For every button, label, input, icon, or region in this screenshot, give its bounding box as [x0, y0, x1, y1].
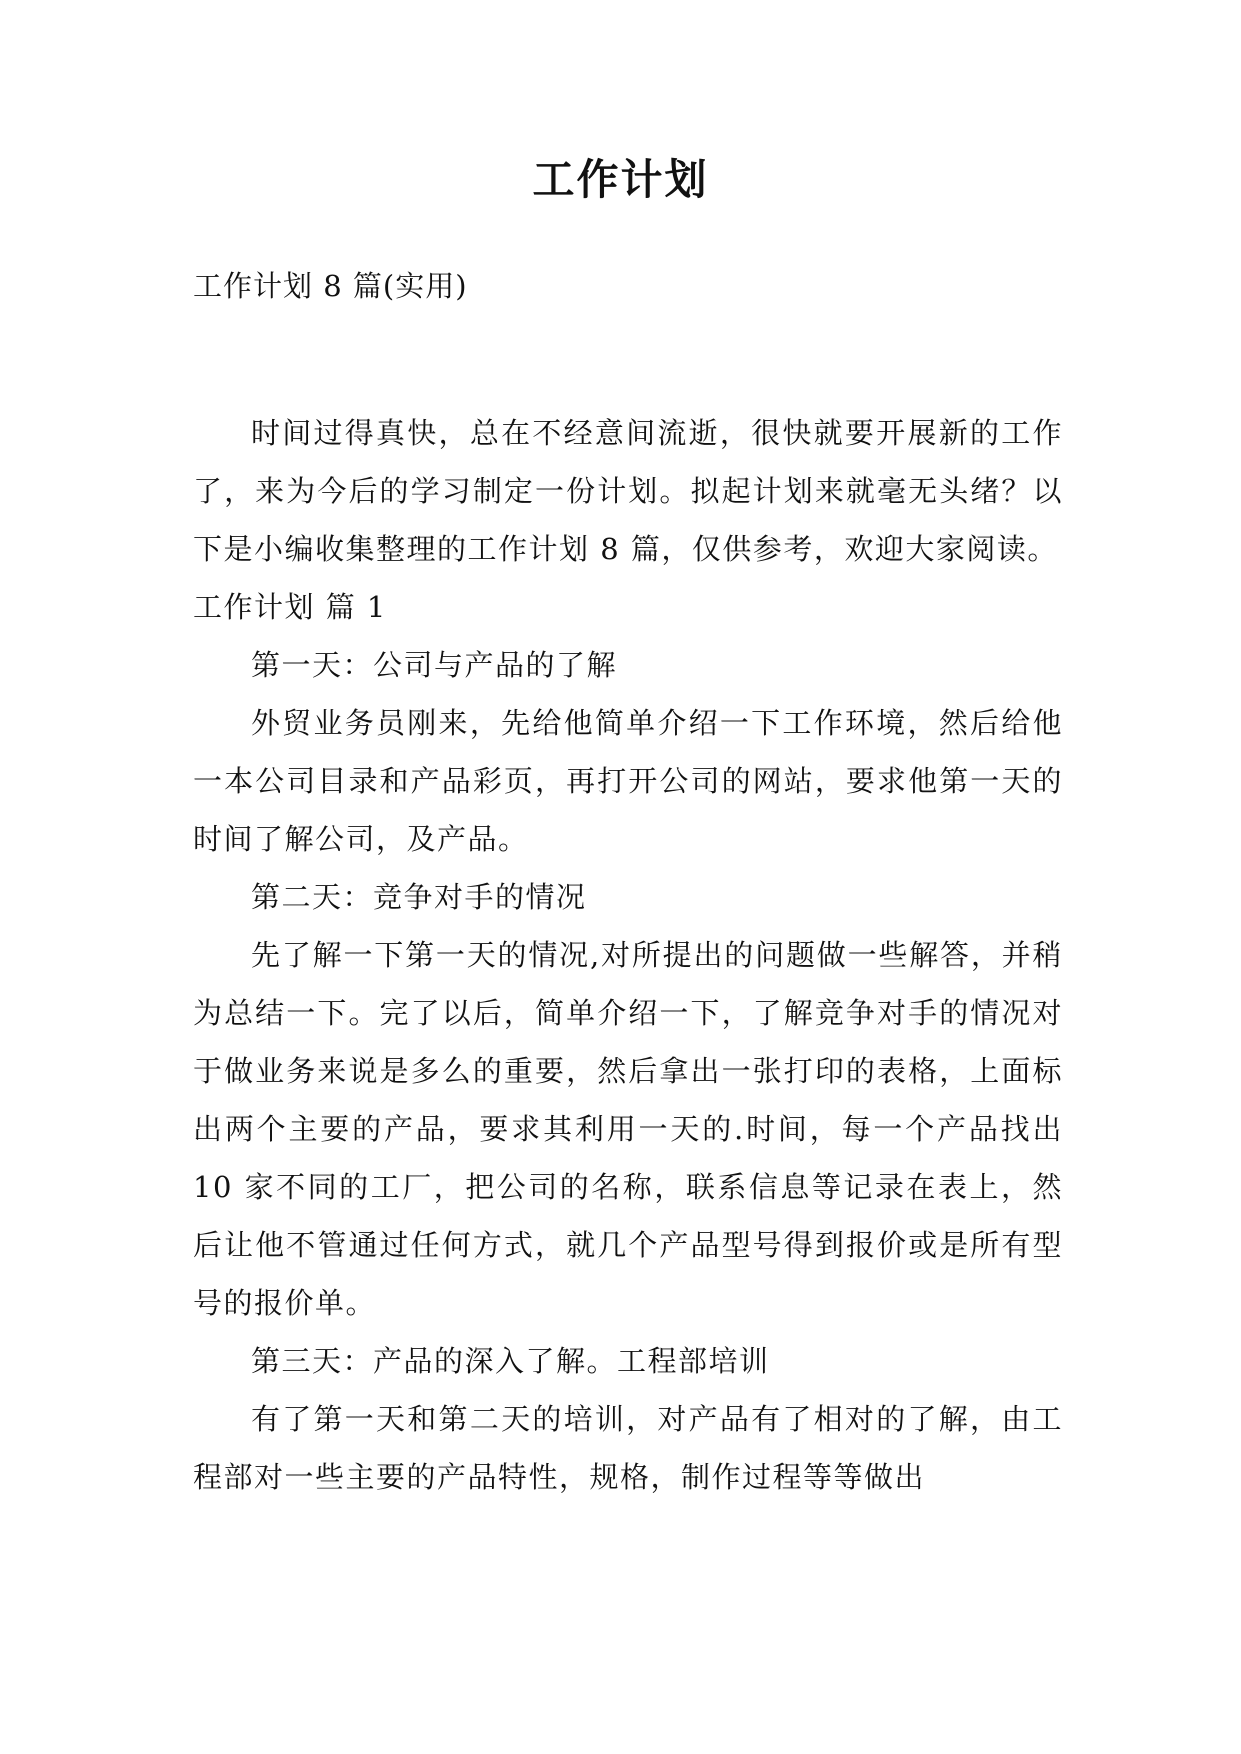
document-subtitle: 工作计划 8 篇(实用): [193, 269, 468, 303]
intro-paragraph: 时间过得真快，总在不经意间流逝，很快就要开展新的工作了，来为今后的学习制定一份计划。拟起计划来就毫无头绪？以下是小编收集整理的工作计划 8 篇，仅供参考，欢迎大家阅读。: [193, 416, 1063, 566]
document-body: [193, 404, 1063, 1506]
day-heading: 第一天：公司与产品的了解: [251, 648, 618, 682]
body-paragraph: 有了第一天和第二天的培训，对产品有了相对的了解，由工程部对一些主要的产品特性，规格，制作过程等等做出: [193, 1402, 1063, 1494]
day-heading: 第三天：产品的深入了解。工程部培训: [251, 1344, 770, 1378]
body-paragraph: 外贸业务员刚来，先给他简单介绍一下工作环境，然后给他一本公司目录和产品彩页，再打开公司的网站，要求他第一天的时间了解公司，及产品。: [193, 706, 1063, 856]
day-heading: 第二天：竞争对手的情况: [251, 880, 587, 914]
document-title: 工作计划: [532, 155, 709, 204]
section-heading: 工作计划 篇 1: [193, 590, 387, 624]
body-paragraph: 先了解一下第一天的情况,对所提出的问题做一些解答，并稍为总结一下。完了以后，简单介绍一下，了解竞争对手的情况对于做业务来说是多么的重要，然后拿出一张打印的表格，上面标出两个主要的产品，要求其利用一天的.时间，每一个产品找出 10 家不同的工厂，把公司的名称，联系信息等记录在表上，然后让他不管通过任何方式，就几个产品型号得到报价或是所有型号的报价单。: [193, 938, 1063, 1320]
